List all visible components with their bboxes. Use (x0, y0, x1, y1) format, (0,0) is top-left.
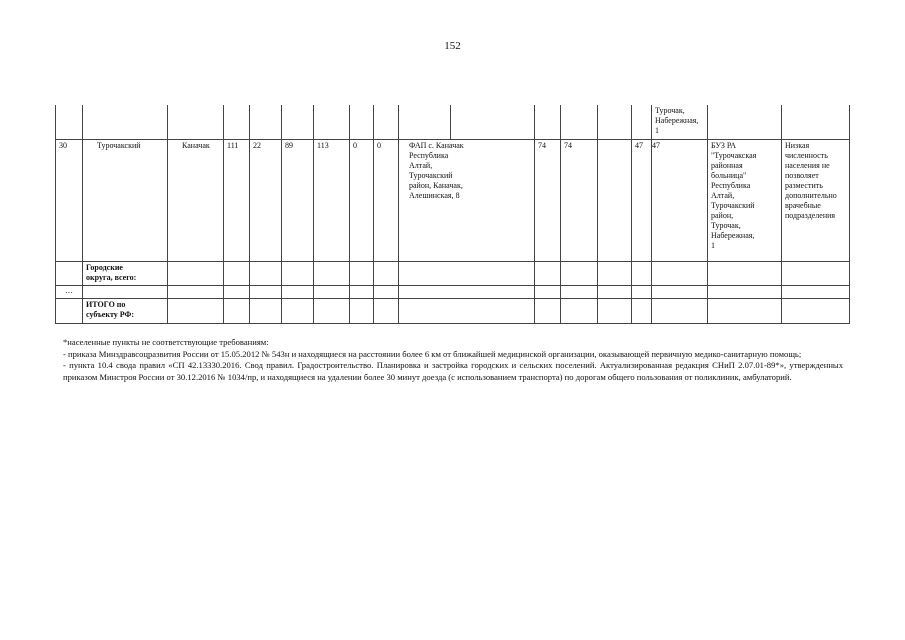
hospital-cell-tail: Турочак, Набережная, 1 (652, 105, 708, 140)
empty-cell (598, 140, 632, 262)
footnote-order: - приказа Минздравсоцразвития России от 15.05.2012 № 543н и находящиеся на расстоянии более 6 км от ближайшей медицинской организации, оказывающей первичную медико-санитарную помощь; (63, 348, 802, 359)
table-row (56, 140, 850, 262)
settlements-table (55, 105, 850, 324)
total-row (56, 299, 850, 324)
count-cell-b: 0 (374, 140, 399, 262)
ellipsis-cell: … (56, 286, 83, 299)
footnotes (63, 337, 843, 383)
settlement-cell: Каначак (168, 140, 224, 262)
page-number: 152 (444, 40, 461, 52)
hospital-cell: БУЗ РА "Турочакская районная больница" Республика Алтай, Турочакский район, Турочак, Набережная, 1 (708, 140, 782, 262)
fap-distance-cell: 74 (535, 140, 561, 262)
distance-cell: 113 (314, 140, 350, 262)
urban-districts-row (56, 262, 850, 286)
adults-cell: 89 (282, 140, 314, 262)
population-total-cell: 111 (224, 140, 250, 262)
fap-cell: ФАП с. Каначак Республика Алтай, Турочакский район, Каначак, Алешинская, 8 (399, 140, 535, 262)
ellipsis-row (56, 286, 850, 299)
fap-time-cell: 74 (561, 140, 598, 262)
footnote-intro: *населенные пункты не соответствующие требованиям: (63, 337, 269, 347)
hospital-time-cell: 47 (652, 140, 708, 262)
urban-districts-label: Городские округа, всего: (83, 262, 168, 286)
note-cell: Низкая численность населения не позволяет разместить дополнительно врачебные подразделения (782, 140, 850, 262)
footnote-sp: - пункта 10.4 свода правил «СП 42.13330.2016. Свод правил. Градостроительство. Планировка и застройка городских и сельских поселений. Актуализированная редакция СНиП 2.07.01-89*», утвержденных приказом Минстроя России от 30.12.2016 № 1034/пр, и находящиеся на удалении более 30 минут доезда (с использованием транспорта) по дорогам общего пользования от поликлиник, амбулаторий. (63, 360, 843, 382)
district-cell: Турочакский (83, 140, 168, 262)
count-cell-a: 0 (350, 140, 374, 262)
total-label: ИТОГО по субъекту РФ: (83, 299, 168, 324)
hospital-distance-cell: 47 (632, 140, 652, 262)
row-number: 30 (56, 140, 83, 262)
children-cell: 22 (250, 140, 282, 262)
previous-row-continuation (56, 105, 850, 140)
